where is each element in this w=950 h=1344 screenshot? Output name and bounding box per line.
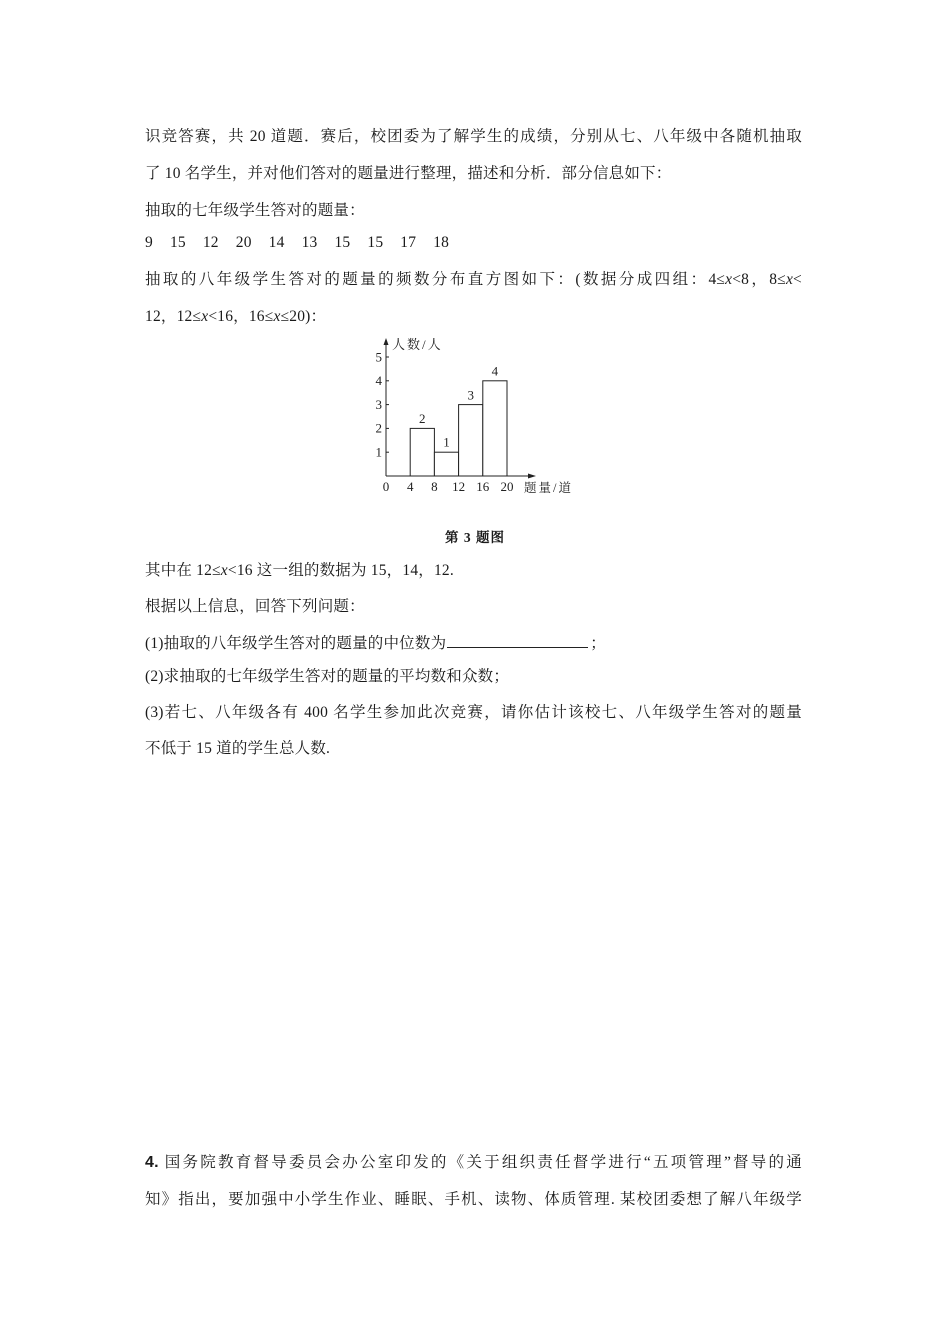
problem-4-line-1	[145, 1153, 802, 1173]
x-tick-label: 20	[500, 479, 514, 494]
grade7-value: 20	[235, 234, 252, 251]
group-note	[145, 561, 802, 581]
grade8-description-line-2	[145, 307, 802, 327]
bar-label: 3	[467, 387, 474, 403]
text-segment: 抽取的八年级学生答对的题量的频数分布直方图如下：(数据分成四组：4≤	[145, 271, 726, 288]
figure-caption: 第 3 题图	[445, 530, 505, 545]
grade7-value: 12	[202, 234, 219, 251]
grade7-value: 15	[367, 234, 384, 251]
bar-label: 4	[491, 363, 499, 379]
grade7-value: 15	[334, 234, 351, 251]
text-segment: <8，8≤	[732, 271, 786, 288]
bar-16-20	[483, 381, 507, 476]
text-segment: ；	[590, 635, 606, 652]
question-3-line-1: (3)若七、八年级各有 400 名学生参加此次竞赛，请你估计该校七、八年级学生答对的题量	[145, 704, 802, 721]
x-tick-label: 4	[406, 479, 414, 494]
variable-x: x	[725, 271, 733, 288]
variable-x: x	[220, 562, 228, 579]
paragraph-intro-line-2: 了 10 名学生，并对他们答对的题量进行整理，描述和分析．部分信息如下：	[145, 165, 672, 182]
question-1	[145, 632, 802, 654]
y-tick-label: 5	[375, 349, 382, 365]
problem-4-line-2: 知》指出，要加强中小学生作业、睡眠、手机、读物、体质管理. 某校团委想了解八年级学	[145, 1191, 802, 1208]
answer-blank[interactable]	[447, 632, 588, 648]
instruction: 根据以上信息，回答下列问题：	[145, 598, 365, 615]
x-tick-label: 12	[452, 479, 466, 494]
x-tick-labels	[383, 479, 514, 494]
x-axis-label: 题量/道	[524, 481, 573, 495]
question-1-text: (1)抽取的八年级学生答对的题量的中位数为	[145, 635, 447, 652]
text-segment: 国务院教育督导委员会办公室印发的《关于组织责任督学进行“五项管理”督导的通	[162, 1154, 802, 1171]
grade7-value: 17	[400, 234, 417, 251]
variable-x: x	[785, 271, 794, 288]
y-tick-labels	[376, 349, 383, 459]
grade7-value: 13	[301, 234, 318, 251]
grade7-value: 15	[169, 234, 186, 251]
y-tick-label: 2	[375, 420, 382, 436]
grade7-value: 18	[433, 234, 450, 251]
question-2: (2)求抽取的七年级学生答对的题量的平均数和众数；	[145, 668, 510, 685]
bar-label: 1	[443, 434, 450, 450]
grade7-value: 9	[145, 234, 153, 251]
bar-8-12	[434, 452, 458, 476]
x-tick-label: 0	[382, 479, 390, 494]
bar-4-8	[410, 428, 434, 476]
paragraph-intro-line-1: 识竞答赛，共 20 道题．赛后，校团委为了解学生的成绩，分别从七、八年级中各随机抽取	[145, 128, 802, 145]
variable-x: x	[201, 308, 209, 325]
grade7-label: 抽取的七年级学生答对的题量：	[145, 202, 365, 219]
y-axis-label: 人数/人	[392, 337, 443, 352]
histogram-chart	[360, 330, 590, 500]
variable-x: x	[273, 308, 281, 325]
text-segment: 12，12≤	[145, 308, 202, 325]
problem-number: 4.	[145, 1154, 159, 1171]
text-segment: 其中在 12≤	[145, 562, 221, 579]
text-segment: ≤20)：	[280, 308, 327, 325]
question-3-line-2: 不低于 15 道的学生总人数.	[145, 740, 331, 757]
histogram-bars	[410, 381, 507, 476]
x-tick-label: 8	[431, 479, 438, 494]
y-axis-arrow-icon	[384, 338, 389, 345]
y-tick-label: 4	[375, 373, 382, 389]
text-segment: <16 这一组的数据为 15，14，12.	[227, 562, 454, 579]
grade8-description-line-1	[145, 270, 802, 290]
grade7-value: 14	[268, 234, 285, 251]
text-segment: <16，16≤	[208, 308, 274, 325]
y-tick-label: 1	[375, 444, 382, 460]
y-axis	[384, 338, 389, 476]
bar-12-16	[459, 405, 483, 476]
x-axis-arrow-icon	[528, 474, 536, 479]
y-tick-label: 3	[375, 396, 382, 412]
bar-label: 2	[419, 411, 426, 426]
x-tick-label: 16	[476, 479, 490, 494]
text-segment: <	[793, 271, 802, 288]
grade7-values	[145, 233, 802, 253]
